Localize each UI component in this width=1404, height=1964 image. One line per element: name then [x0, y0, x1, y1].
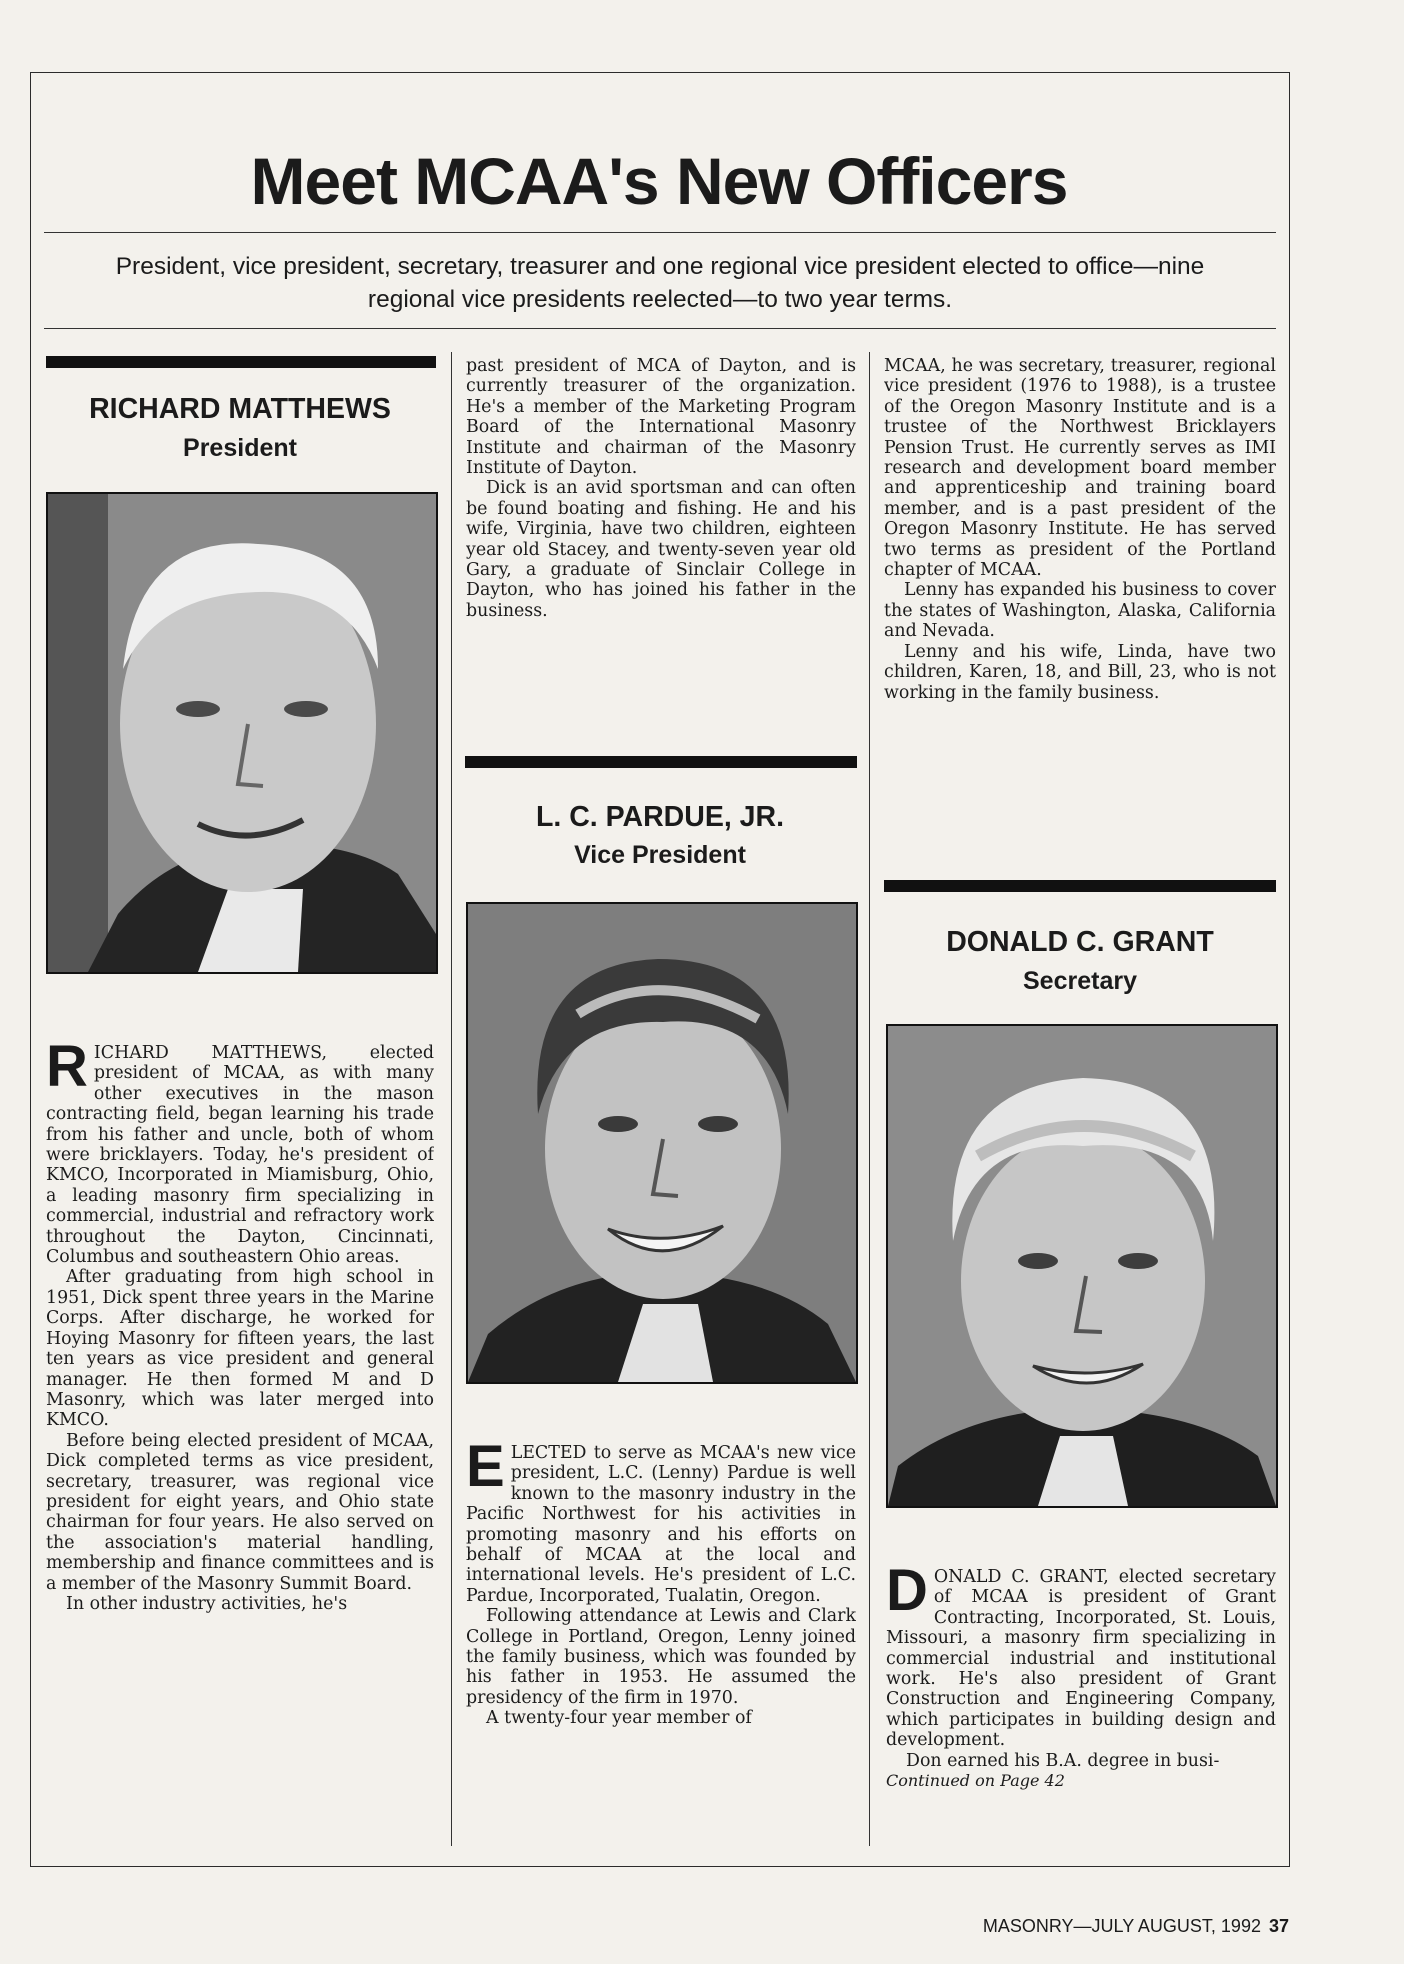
column-divider — [869, 352, 870, 1846]
page-footer — [983, 1916, 1289, 1937]
bio-paragraph: ONALD C. GRANT, elected secretary of MCAA is president of Grant Contracting, Incorporated, St. Louis, Missouri, a masonry firm specializing in commercial industrial and institutional work. He's also president of Grant Construction and Engineering Company, which participates in building design and development. — [886, 1567, 1276, 1751]
bio-paragraph: A twenty-four year member of — [486, 1708, 752, 1729]
title-rule — [44, 232, 1276, 233]
officer-name: RICHARD MATTHEWS — [89, 393, 391, 425]
officer-photo — [886, 1024, 1278, 1508]
bio-paragraph: Following attendance at Lewis and Clark College in Portland, Oregon, Lenny joined the family business, which was founded by his father in 1953. He assumed the presidency of the firm in 1970. — [466, 1606, 856, 1708]
drop-cap: R — [46, 1043, 88, 1099]
column-divider — [451, 352, 452, 1846]
officer-role: Secretary — [1023, 967, 1137, 995]
officer-name: L. C. PARDUE, JR. — [535, 801, 785, 833]
bio-paragraph: past president of MCA of Dayton, and is currently treasurer of the organization. He's a member of the Marketing Program Board of the International Masonry Institute and chairman of the Masonry Institute of Dayton. — [466, 356, 856, 479]
page-number: 37 — [1268, 1916, 1289, 1936]
officer-name: DONALD C. GRANT — [946, 926, 1214, 958]
bio-paragraph: After graduating from high school in 1951, Dick spent three years in the Marine Corps. After discharge, he worked for Hoying Masonry for fifteen years, the last ten years as vice president and general manager. He then formed M and D Masonry, which was later merged into KMCO. — [46, 1267, 434, 1431]
drop-cap: D — [886, 1567, 928, 1623]
publication-line: MASONRY—JULY AUGUST, 1992 — [982, 1916, 1261, 1936]
officer-photo — [466, 902, 858, 1384]
bio-paragraph: LECTED to serve as MCAA's new vice president, L.C. (Lenny) Pardue is well known to the masonry industry in the Pacific Northwest for his activities in promoting masonry and his efforts on behalf of MCAA at the local and international levels. He's president of L.C. Pardue, Incorporated, Tualatin, Oregon. — [466, 1443, 856, 1606]
subtitle: President, vice president, secretary, treasurer and one regional vice president elected to office—nine regional vice presidents reelected—to two year terms. — [115, 253, 1205, 313]
bio-paragraph: Lenny has expanded his business to cover the states of Washington, Alaska, California and Nevada. — [884, 580, 1276, 642]
bio-paragraph: In other industry activities, he's — [66, 1593, 348, 1614]
bio-paragraph: Before being elected president of MCAA, Dick completed terms as vice president, secretary, treasurer, was regional vice president for eight years, and Ohio state chairman for four years. He also served on the association's material handling, membership and finance committees and is a member of the Masonry Summit Board. — [46, 1430, 434, 1594]
section-bar — [884, 880, 1276, 892]
continued-bio — [466, 356, 856, 716]
officer-role: Vice President — [574, 841, 746, 869]
bio-paragraph: MCAA, he was secretary, treasurer, regional vice president (1976 to 1988), is a trustee of the Oregon Masonry Institute and is a trustee of the Northwest Bricklayers Pension Trust. He currently serves as IMI research and development board member and apprenticeship and training board member, and is a past president of the Oregon Masonry Institute. He has served two terms as president of the Portland chapter of MCAA. — [884, 356, 1276, 581]
bio-paragraph: Lenny and his wife, Linda, have two children, Karen, 18, and Bill, 23, who is not working in the family business. — [884, 641, 1276, 703]
officer-bio — [46, 1043, 434, 1843]
continued-bio — [884, 356, 1276, 831]
section-bar — [46, 356, 436, 368]
page-title: Meet MCAA's New Officers — [250, 144, 1068, 218]
continued-note: Continued on Page 42 — [886, 1771, 1065, 1791]
bio-paragraph: Don earned his B.A. degree in busi- — [906, 1750, 1220, 1771]
officer-bio — [886, 1567, 1276, 1843]
subtitle-rule — [44, 328, 1276, 329]
officer-photo — [46, 492, 438, 974]
officer-role: President — [183, 434, 297, 462]
section-bar — [465, 756, 857, 768]
drop-cap: E — [466, 1443, 505, 1499]
officer-bio — [466, 1443, 856, 1843]
bio-paragraph: Dick is an avid sportsman and can often be found boating and fishing. He and his wife, Virginia, have two children, eighteen year old Stacey, and twenty-seven year old Gary, a graduate of Sinclair College in Dayton, who has joined his father in the business. — [466, 478, 856, 621]
bio-paragraph: ICHARD MATTHEWS, elected president of MCAA, as with many other executives in the mason contracting field, began learning his trade from his father and uncle, both of whom were bricklayers. Today, he's president of KMCO, Incorporated in Miamisburg, Ohio, a leading masonry firm specializing in commercial, industrial and refractory work throughout the Dayton, Cincinnati, Columbus and southeastern Ohio areas. — [46, 1043, 434, 1268]
